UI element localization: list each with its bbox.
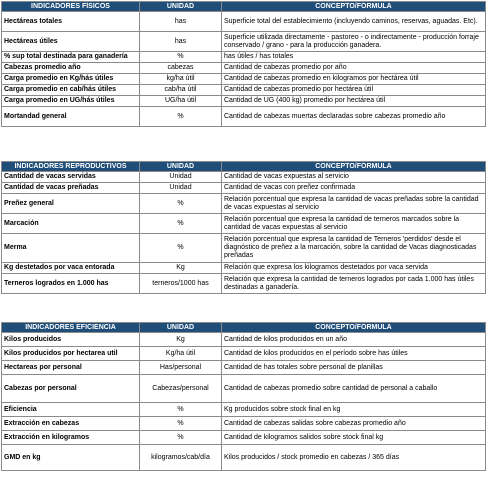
table-row (2, 274, 486, 294)
header-concept: CONCEPTO/FÓRMULA (222, 162, 486, 172)
table-row (2, 32, 486, 52)
table-row (2, 417, 486, 431)
indicator-unit: cab/ha útil (140, 85, 222, 96)
header-indicator: INDICADORES EFICIENCIA (2, 323, 140, 333)
table-row (2, 431, 486, 445)
indicator-unit: Unidad (140, 183, 222, 194)
indicator-concept: Cantidad de kilos producidos en el período sobre has útiles (222, 347, 486, 361)
table-row (2, 263, 486, 274)
indicator-name: GMD en kg (2, 445, 140, 471)
indicator-name: Carga promedio en Kg/hás útiles (2, 74, 140, 85)
table-header-row (2, 162, 486, 172)
indicator-name: Eficiencia (2, 403, 140, 417)
table-row (2, 107, 486, 127)
table-row (2, 445, 486, 471)
indicator-concept: Cantidad de cabezas promedio en kilogramos por hectárea útil (222, 74, 486, 85)
indicator-concept: Relación que expresa los kilogramos destetados por vaca servida (222, 263, 486, 274)
header-unit: UNIDAD (140, 2, 222, 12)
indicator-name: Hectáreas útiles (2, 32, 140, 52)
table-row (2, 194, 486, 214)
indicator-unit: % (140, 417, 222, 431)
indicator-unit: % (140, 234, 222, 263)
indicator-unit: kilogramos/cab/día (140, 445, 222, 471)
indicator-concept: Relación porcentual que expresa la cantidad de Terneros 'perdidos' desde el diagnóstico de preñez a la marcación, sobre la cantidad de Vacas diagnosticadas preñadas (222, 234, 486, 263)
indicator-name: Mortandad general (2, 107, 140, 127)
header-concept: CONCEPTO/FÓRMULA (222, 323, 486, 333)
indicator-unit: Cabezas/personal (140, 375, 222, 403)
table-header-row (2, 2, 486, 12)
indicator-unit: kg/ha útil (140, 74, 222, 85)
indicator-unit: % (140, 107, 222, 127)
table-row (2, 12, 486, 32)
indicator-unit: Has/personal (140, 361, 222, 375)
reproductive-indicators-table (1, 161, 486, 294)
indicator-concept: Cantidad de cabezas promedio por hectárea útil (222, 85, 486, 96)
indicator-name: Carga promedio en UG/hás útiles (2, 96, 140, 107)
indicator-name: Kg destetados por vaca entorada (2, 263, 140, 274)
indicator-name: Cabezas por personal (2, 375, 140, 403)
indicator-concept: Cantidad de cabezas muertas declaradas sobre cabezas promedio año (222, 107, 486, 127)
indicator-concept: Cantidad de has totales sobre personal de planillas (222, 361, 486, 375)
indicator-concept: has útiles / has totales (222, 52, 486, 63)
efficiency-indicators-table (1, 322, 486, 471)
table-row (2, 183, 486, 194)
indicator-concept: Cantidad de cabezas promedio sobre cantidad de personal a caballo (222, 375, 486, 403)
table-row (2, 52, 486, 63)
indicator-concept: Cantidad de cabezas promedio por año (222, 63, 486, 74)
table-header-row (2, 323, 486, 333)
table-row (2, 96, 486, 107)
indicator-unit: Kg (140, 333, 222, 347)
indicator-name: Kilos producidos por hectarea util (2, 347, 140, 361)
indicator-unit: UG/ha útil (140, 96, 222, 107)
indicator-concept: Cantidad de cabezas salidas sobre cabezas promedio año (222, 417, 486, 431)
table-row (2, 85, 486, 96)
header-unit: UNIDAD (140, 162, 222, 172)
table-row (2, 361, 486, 375)
indicator-concept: Relación que expresa la cantidad de terneros logrados por cada 1.000 has útiles destinadas a ganadería. (222, 274, 486, 294)
indicator-unit: % (140, 52, 222, 63)
indicator-concept: Cantidad de vacas expuestas al servicio (222, 172, 486, 183)
indicator-concept: Superficie utilizada directamente - pastoreo - o indirectamente - producción forraje conservado / grano - para la producción ganadera. (222, 32, 486, 52)
indicator-concept: Relación porcentual que expresa la cantidad de terneros marcados sobre la cantidad de vacas expuestas al servicio (222, 214, 486, 234)
indicator-unit: Kg (140, 263, 222, 274)
indicator-unit: % (140, 403, 222, 417)
indicator-unit: Kg/ha útil (140, 347, 222, 361)
indicator-concept: Cantidad de vacas con preñez confirmada (222, 183, 486, 194)
indicator-concept: Cantidad de kilogramos salidos sobre stock final kg (222, 431, 486, 445)
indicator-concept: Superficie total del establecimiento (incluyendo caminos, reservas, aguadas. Etc). (222, 12, 486, 32)
table-row (2, 347, 486, 361)
indicator-concept: Cantidad de UG (400 kg) promedio por hectárea útil (222, 96, 486, 107)
indicator-unit: % (140, 214, 222, 234)
indicator-name: Kilos producidos (2, 333, 140, 347)
table-row (2, 74, 486, 85)
indicator-unit: % (140, 431, 222, 445)
header-concept: CONCEPTO/FÓRMULA (222, 2, 486, 12)
indicator-unit: % (140, 194, 222, 214)
indicator-name: Preñez general (2, 194, 140, 214)
table-row (2, 172, 486, 183)
indicator-name: Carga promedio en cab/hás útiles (2, 85, 140, 96)
indicator-name: Hectáreas totales (2, 12, 140, 32)
table-row (2, 63, 486, 74)
indicator-unit: terneros/1000 has (140, 274, 222, 294)
indicator-concept: Relación porcentual que expresa la cantidad de vacas preñadas sobre la cantidad de vacas expuestas al servicio (222, 194, 486, 214)
indicator-unit: Unidad (140, 172, 222, 183)
table-row (2, 403, 486, 417)
indicator-name: % sup total destinada para ganadería (2, 52, 140, 63)
indicator-name: Marcación (2, 214, 140, 234)
indicator-name: Cabezas promedio año (2, 63, 140, 74)
indicator-unit: has (140, 32, 222, 52)
indicator-unit: has (140, 12, 222, 32)
indicator-name: Merma (2, 234, 140, 263)
indicator-name: Terneros logrados en 1.000 has (2, 274, 140, 294)
physical-indicators-table (1, 1, 486, 127)
indicator-concept: Cantidad de kilos producidos en un año (222, 333, 486, 347)
indicator-name: Hectareas por personal (2, 361, 140, 375)
header-unit: UNIDAD (140, 323, 222, 333)
table-row (2, 214, 486, 234)
indicator-concept: Kilos producidos / stock promedio en cabezas / 365 días (222, 445, 486, 471)
indicator-name: Extracción en kilogramos (2, 431, 140, 445)
indicator-name: Cantidad de vacas preñadas (2, 183, 140, 194)
header-indicator: INDICADORES FÍSICOS (2, 2, 140, 12)
table-row (2, 234, 486, 263)
indicator-unit: cabezas (140, 63, 222, 74)
header-indicator: INDICADORES REPRODUCTIVOS (2, 162, 140, 172)
table-row (2, 333, 486, 347)
indicator-concept: Kg producidos sobre stock final en kg (222, 403, 486, 417)
table-row (2, 375, 486, 403)
indicator-name: Extracción en cabezas (2, 417, 140, 431)
indicator-name: Cantidad de vacas servidas (2, 172, 140, 183)
